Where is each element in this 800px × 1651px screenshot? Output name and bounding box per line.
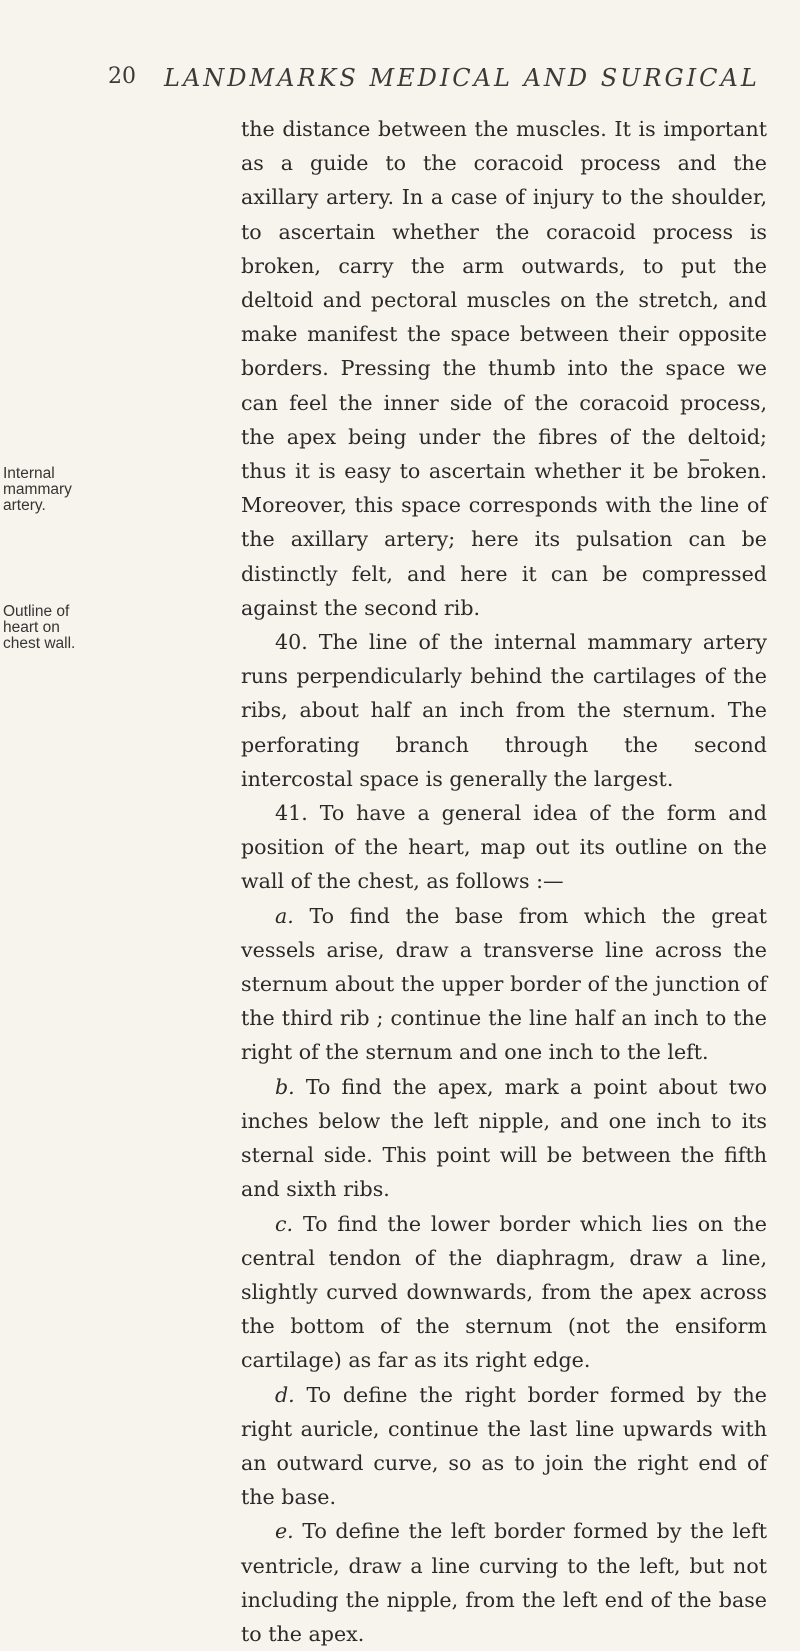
list-item-e	[241, 1514, 767, 1651]
item-label: e.	[275, 1519, 294, 1544]
item-label: b.	[275, 1074, 295, 1099]
paragraph-41: 41. To have a general idea of the form and position of the heart, map out its outline on the wall of the chest, as follows :—	[241, 801, 767, 894]
item-label: d.	[275, 1382, 295, 1407]
sidenote-outline-of-heart	[3, 604, 107, 652]
item-text: To define the left border formed by the left ventricle, draw a line curving to the left, but not including the nipple, from the left end of the base to the apex.	[241, 1519, 767, 1646]
item-label: c.	[275, 1211, 294, 1236]
sidenote-line: chest wall.	[3, 635, 76, 652]
sidenote-internal-mammary	[3, 466, 107, 514]
sidenote-line: mammary	[3, 481, 72, 498]
item-text: To find the apex, mark a point about two inches below the left nipple, and one inch to its sternal side. This point will be between the fifth and sixth ribs.	[241, 1074, 768, 1202]
item-text: To define the right border formed by the right auricle, continue the last line upwards with an outward curve, so as to join the right end of the base.	[241, 1382, 767, 1510]
page-header	[108, 64, 768, 104]
page-number: 20	[108, 64, 136, 89]
paragraph-40: 40. The line of the internal mammary artery runs perpendicularly behind the cartilages of the ribs, about half an inch from the sternum. The perforating branch through the second intercostal space is generally the largest.	[241, 630, 767, 791]
running-title: LANDMARKS MEDICAL AND SURGICAL	[164, 64, 760, 92]
item-label: a.	[275, 903, 294, 928]
list-item-a	[241, 899, 767, 1070]
sidenote-line: Outline of	[3, 603, 70, 620]
body-text	[241, 112, 767, 1651]
list-item-b	[241, 1070, 767, 1207]
paragraph-continued: the distance between the muscles. It is important as a guide to the coracoid process and the axillary artery. In a case of injury to the shoulder, to ascertain whether the coracoid process is broken, carry the arm outwards, to put the deltoid and pectoral muscles on the stretch, and make manifest the space between their opposite borders. Pressing the thumb into the space we can feel the inner side of the coracoid process, the apex being under the fibres of the deltoid; thus it is easy to ascertain whether it be broken. Moreover, this space corresponds with the line of the axillary artery; here its pulsation can be distinctly felt, and here it can be compressed against the second rib.	[241, 117, 767, 620]
item-text: To find the base from which the great vessels arise, draw a transverse line across the sternum about the upper border of the junction of the third rib ; continue the line half an inch to the right of the sternum and one inch to the left.	[241, 903, 767, 1065]
sidenote-line: Internal	[3, 465, 55, 482]
sidenote-line: heart on	[3, 619, 60, 636]
list-item-d	[241, 1378, 767, 1515]
sidenote-line: artery.	[3, 497, 46, 514]
item-text: To find the lower border which lies on the central tendon of the diaphragm, draw a line, slightly curved downwards, from the apex across the bottom of the sternum (not the ensiform cartilage) as far as its right edge.	[241, 1211, 767, 1373]
list-item-c	[241, 1207, 767, 1378]
